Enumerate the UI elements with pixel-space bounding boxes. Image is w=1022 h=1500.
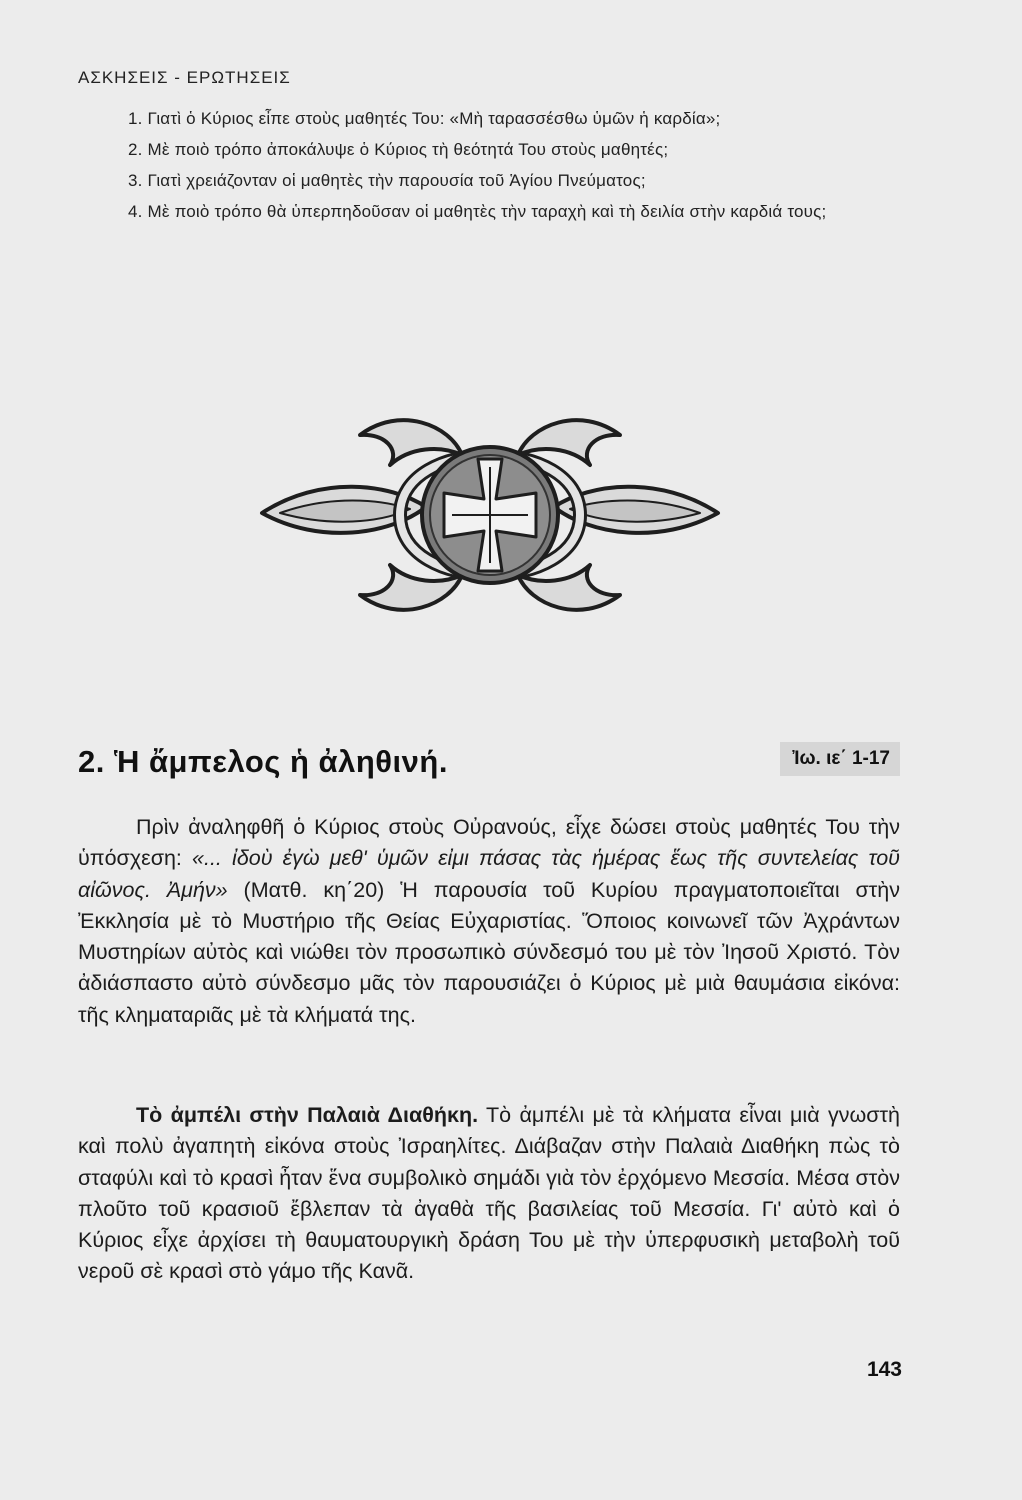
scripture-quote: «... ἰδοὺ ἐγὼ μεθ' ὑμῶν εἰμι πάσας τὰς ἡμέρας ἕως τῆς συντελείας τοῦ αἰῶνος. Ἀμήν» xyxy=(78,846,900,902)
paragraph-text: Τὸ ἀμπέλι μὲ τὰ κλήματα εἶναι μιὰ γνωστὴ καὶ πολὺ ἀγαπητὴ εἰκόνα στοὺς Ἰσραηλίτες. Διάβαζαν στὴν Παλαιὰ Διαθήκη πὼς τὸ σταφύλι καὶ τὸ κρασὶ ἦταν ἕνα συμβολικὸ σημάδι γιὰ τὸν ἐρχόμενο Μεσσία. Μέσα στὸν πλοῦτο τοῦ κρασιοῦ ἔβλεπαν τὰ ἀγαθὰ τῆς βασιλείας τοῦ Μεσσία. Γι' αὐτὸ καὶ ὁ Κύριος εἶχε ἀρχίσει τὴ θαυματουργικὴ δράση Του μὲ τὴν ὑπερφυσικὴ μεταβολὴ τοῦ νεροῦ σὲ κρασὶ στὸ γάμο τῆς Κανᾶ. xyxy=(78,1103,900,1284)
paragraph-old-testament xyxy=(78,1100,900,1288)
exercise-item: 4. Μὲ ποιὸ τρόπο θὰ ὑπερπηδοῦσαν οἱ μαθητὲς τὴν ταραχὴ καὶ τὴ δειλία στὴν καρδιά τους; xyxy=(128,202,827,221)
page-number: 143 xyxy=(866,1358,902,1381)
section-header xyxy=(78,742,900,782)
section-title: 2. Ἡ ἄμπελος ἡ ἀληθινή. xyxy=(78,744,448,779)
exercise-item: 3. Γιατὶ χρειάζονταν οἱ μαθητὲς τὴν παρουσία τοῦ Ἁγίου Πνεύματος; xyxy=(128,171,646,190)
paragraph-text: Πρὶν ἀναληφθῆ ὁ Κύριος στοὺς Οὐρανούς, εἶχε δώσει στοὺς μαθητές Του τὴν ὑπόσχεση: xyxy=(78,815,900,871)
paragraph-presence xyxy=(78,812,900,1031)
exercises-list xyxy=(78,103,900,227)
scripture-reference: Ἰω. ιε΄ 1-17 xyxy=(780,742,900,776)
exercises-heading: ΑΣΚΗΣΕΙΣ - ΕΡΩΤΗΣΕΙΣ xyxy=(78,68,291,87)
paragraph-lead-heading: Τὸ ἀμπέλι στὴν Παλαιὰ Διαθήκη. xyxy=(136,1103,479,1127)
exercises-section xyxy=(78,62,900,227)
exercise-item: 1. Γιατὶ ὁ Κύριος εἶπε στοὺς μαθητές Του: «Μὴ ταρασσέσθω ὑμῶν ἡ καρδία»; xyxy=(128,109,721,128)
paragraph-text: (Ματθ. κη΄20) Ἡ παρουσία τοῦ Κυρίου πραγματοποιεῖται στὴν Ἐκκλησία μὲ τὸ Μυστήριο τῆς Θείας Εὐχαριστίας. Ὅποιος κοινωνεῖ τῶν Ἀχράντων Μυστηρίων αὐτὸς καὶ νιώθει τὸν προσωπικὸ σύνδεσμό του μὲ τὸν Ἰησοῦ Χριστό. Τὸν ἀδιάσπαστο αὐτὸ σύνδεσμο μᾶς τὸν παρουσιάζει ὁ Κύριος μὲ μιὰ θαυμάσια εἰκόνα: τῆς κληματαριᾶς μὲ τὰ κλήματά της. xyxy=(78,877,900,1027)
exercise-item: 2. Μὲ ποιὸ τρόπο ἀποκάλυψε ὁ Κύριος τὴ θεότητά Του στοὺς μαθητές; xyxy=(128,140,669,159)
cross-ornament-icon xyxy=(250,395,730,635)
